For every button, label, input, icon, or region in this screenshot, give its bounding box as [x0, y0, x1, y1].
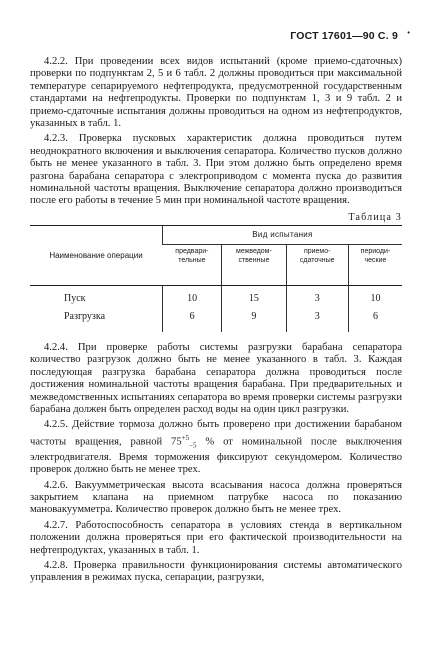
paragraph-4-2-5: [30, 419, 402, 476]
table-cell: 15: [222, 285, 286, 308]
document-body: [30, 56, 402, 588]
table-cell: 10: [163, 285, 222, 308]
table-cell: 3: [286, 285, 348, 308]
column-group-header: Вид испытания: [163, 225, 403, 244]
page-header: [290, 30, 410, 42]
table-cell: 10: [348, 285, 402, 308]
table-row: [30, 308, 402, 332]
paragraph-4-2-8: 4.2.8. Проверка правильности функционирования системы автоматического управления в режимах пуска, сепарации, разгрузки,: [30, 560, 402, 584]
paragraph-4-2-5-start: 4.2.5. Действие тормоза должно быть проверено при достижении барабаном частоты вращения, равной 75: [30, 419, 402, 448]
operations-table: [30, 225, 402, 332]
row-label: Разгрузка: [64, 311, 106, 323]
paragraph-4-2-4: 4.2.4. При проверке работы системы разгрузки барабана сепаратора количество разгрузок должно быть не менее указанного в табл. 3. Каждая последующая разгрузка барабана сепаратора должна проводиться после достижения номинальной частоты вращения барабана. При предварительных и межведомственных испытаниях сепаратора во время проверки системы разгрузки барабана должен быть определен расход воды на один цикл разгрузки.: [30, 341, 402, 415]
column-header-interdepartmental: межведом- ственные: [222, 244, 286, 285]
column-header-periodic: периоди- ческие: [348, 244, 402, 285]
table-row: [30, 285, 402, 308]
paragraph-4-2-7: 4.2.7. Работоспособность сепаратора в условиях стенда в вертикальном положении должна проверяться при его фактической производительности на нефтепродуктах, указанных в табл. 1.: [30, 519, 402, 556]
paragraph-4-2-3: 4.2.3. Проверка пусковых характеристик должна проводиться путем неоднократного включения и выключения сепаратора. Количество пусков должно быть не менее указанного в табл. 3. При этом должно быть определено время разгона барабана сепаратора с электроприводом с момента пуска до развития номинальной частоты вращения. Выключение сепаратора должно производиться после его работы в течение 5 мин при номинальной частоте вращения.: [30, 133, 402, 207]
header-mark: •: [407, 30, 410, 37]
column-header-operation: Наименование операции: [30, 225, 163, 285]
table-caption: Таблица 3: [348, 211, 402, 223]
paragraph-4-2-5-end: % от номинальной после выключения электродвигателя. Время торможения фиксируют секундомером. Количество проверок должно быть не менее трех.: [30, 436, 402, 476]
table-cell: 9: [222, 308, 286, 332]
header-title: ГОСТ 17601—90 С. 9: [290, 30, 398, 42]
paragraph-4-2-2: 4.2.2. При проведении всех видов испытаний (кроме приемо-сдаточных) проверки по подпунктам 2, 5 и 6 табл. 2 должны проводиться при максимальной температуре сепарируемого нефтепродукта, предусмотренной государственным стандартами на нефтепродукты. Проверки по подпунктам 1, 3 и 9 табл. 2 и приемо-сдаточные испытания должны проводиться на одном из нефтепродуктов, указанных в табл. 1.: [30, 56, 402, 130]
table-cell: 6: [163, 308, 222, 332]
table-cell: 3: [286, 308, 348, 332]
column-header-acceptance: приемо- сдаточные: [286, 244, 348, 285]
column-header-preliminary: предвари- тельные: [163, 244, 222, 285]
table-cell: 6: [348, 308, 402, 332]
paragraph-4-2-6: 4.2.6. Вакуумметрическая высота всасывания насоса должна проверяться закрытием клапана на приемном патрубке насоса по показанию мановакуумметра. Количество проверок должно быть не менее трех.: [30, 479, 402, 516]
tolerance-minus: −5: [189, 441, 197, 450]
tolerance-plus: +5: [181, 433, 190, 442]
row-label: Пуск: [64, 293, 86, 305]
